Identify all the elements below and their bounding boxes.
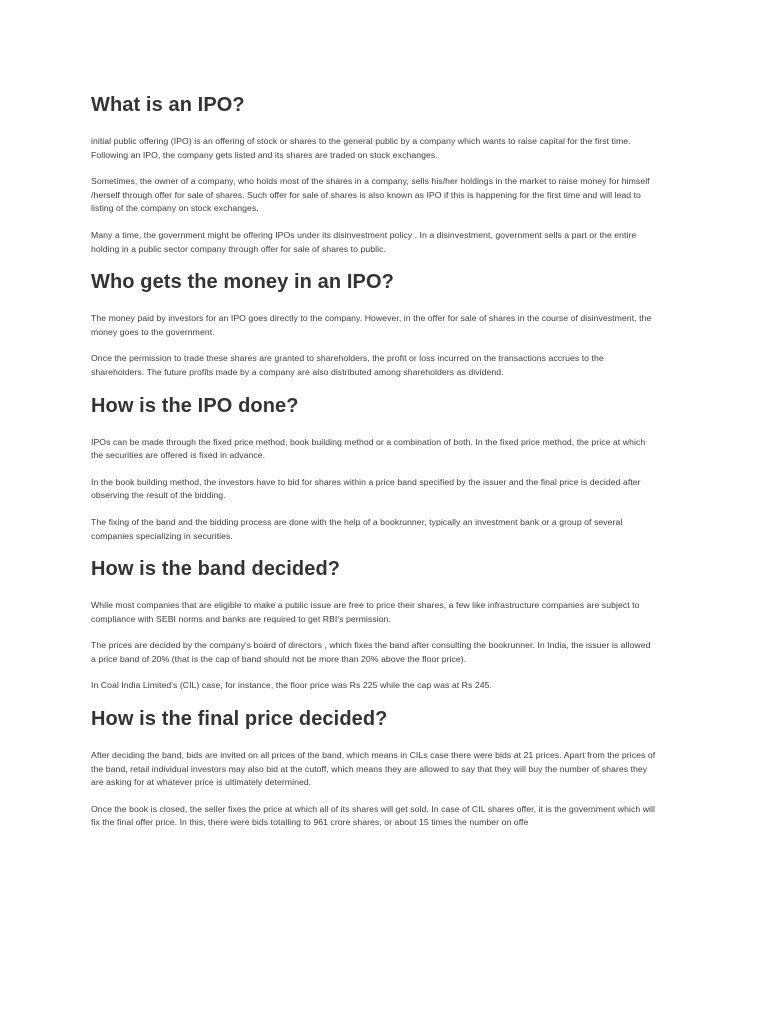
section-heading: Who gets the money in an IPO? bbox=[91, 271, 394, 294]
paragraph: Sometimes, the owner of a company, who holds most of the shares in a company, sells his/her holdings in the market to raise money for himself /herself through offer for sale of shares. Such offer for sale of shares is also known as IPO if this is happening for the first time and will lead to listing of the company on stock exchanges. bbox=[91, 176, 650, 214]
section-heading: What is an IPO? bbox=[91, 94, 245, 116]
paragraph: The money paid by investors for an IPO goes directly to the company. However, in the offer for sale of shares in the course of disinvestment, the money goes to the government. bbox=[91, 313, 652, 337]
paragraph: IPOs can be made through the fixed price method, book building method or a combination of both. In the fixed price method, the price at which the securities are offered is fixed in advance. bbox=[91, 436, 646, 461]
paragraph: Once the book is closed, the seller fixes the price at which all of its shares will get sold. In case of CIL shares offer, it is the government which will fix the final offer price. In this, there were bids totalling to 961 crore shares, or about 15 times the number on offe bbox=[91, 803, 655, 828]
paragraph: The fixing of the band and the bidding process are done with the help of a bookrunner, typically an investment bank or a group of several companies specializing in securities. bbox=[91, 516, 623, 541]
section-final-price bbox=[91, 706, 657, 830]
section-heading: How is the band decided? bbox=[91, 558, 341, 581]
paragraph: The prices are decided by the company's board of directors , which fixes the band after consulting the bookrunner. In India, the issuer is allowed a price band of 20% (that is the cap of band should not be more than 20% above the floor price). bbox=[91, 640, 651, 664]
paragraph: Many a time, the government might be offering IPOs under its disinvestment policy . In a disinvestment, government sells a part or the entire holding in a public sector company through offer for sale of shares to public. bbox=[91, 229, 637, 254]
section-heading: How is the final price decided? bbox=[91, 708, 388, 731]
section-who-gets-money bbox=[91, 269, 657, 379]
section-what-is-ipo bbox=[91, 92, 657, 256]
paragraph: initial public offering (IPO) is an offering of stock or shares to the general public by a company which wants to raise capital for the first time. Following an IPO, the company gets listed and its shares are traded on stock exchanges. bbox=[91, 136, 631, 160]
paragraph: While most companies that are eligible to make a public issue are free to price their shares, a few like infrastructure companies are subject to compliance with SEBI norms and banks are required to get RBI's permission. bbox=[91, 600, 640, 624]
document-page bbox=[91, 92, 657, 843]
paragraph: After deciding the band, bids are invited on all prices of the band, which means in CILs case there were bids at 21 prices. Apart from the prices of the band, retail individual investors may also bid at the cutoff, which means they are allowed to say that they will buy the number of shares they are asking for at whatever price is ultimately determined. bbox=[91, 750, 656, 788]
paragraph: In the book building method, the investors have to bid for shares within a price band specified by the issuer and the final price is decided after observing the result of the bidding. bbox=[91, 476, 641, 501]
section-how-ipo-done bbox=[91, 393, 657, 544]
section-heading: How is the IPO done? bbox=[91, 394, 299, 417]
paragraph: In Coal India Limited's (CIL) case, for instance, the floor price was Rs 225 while the cap was at Rs 245. bbox=[91, 680, 492, 691]
paragraph: Once the permission to trade these shares are granted to shareholders, the profit or loss incurred on the transactions accrues to the shareholders. The future profits made by a company are also distributed among shareholders as dividend. bbox=[91, 353, 604, 377]
section-band-decided bbox=[91, 556, 657, 693]
